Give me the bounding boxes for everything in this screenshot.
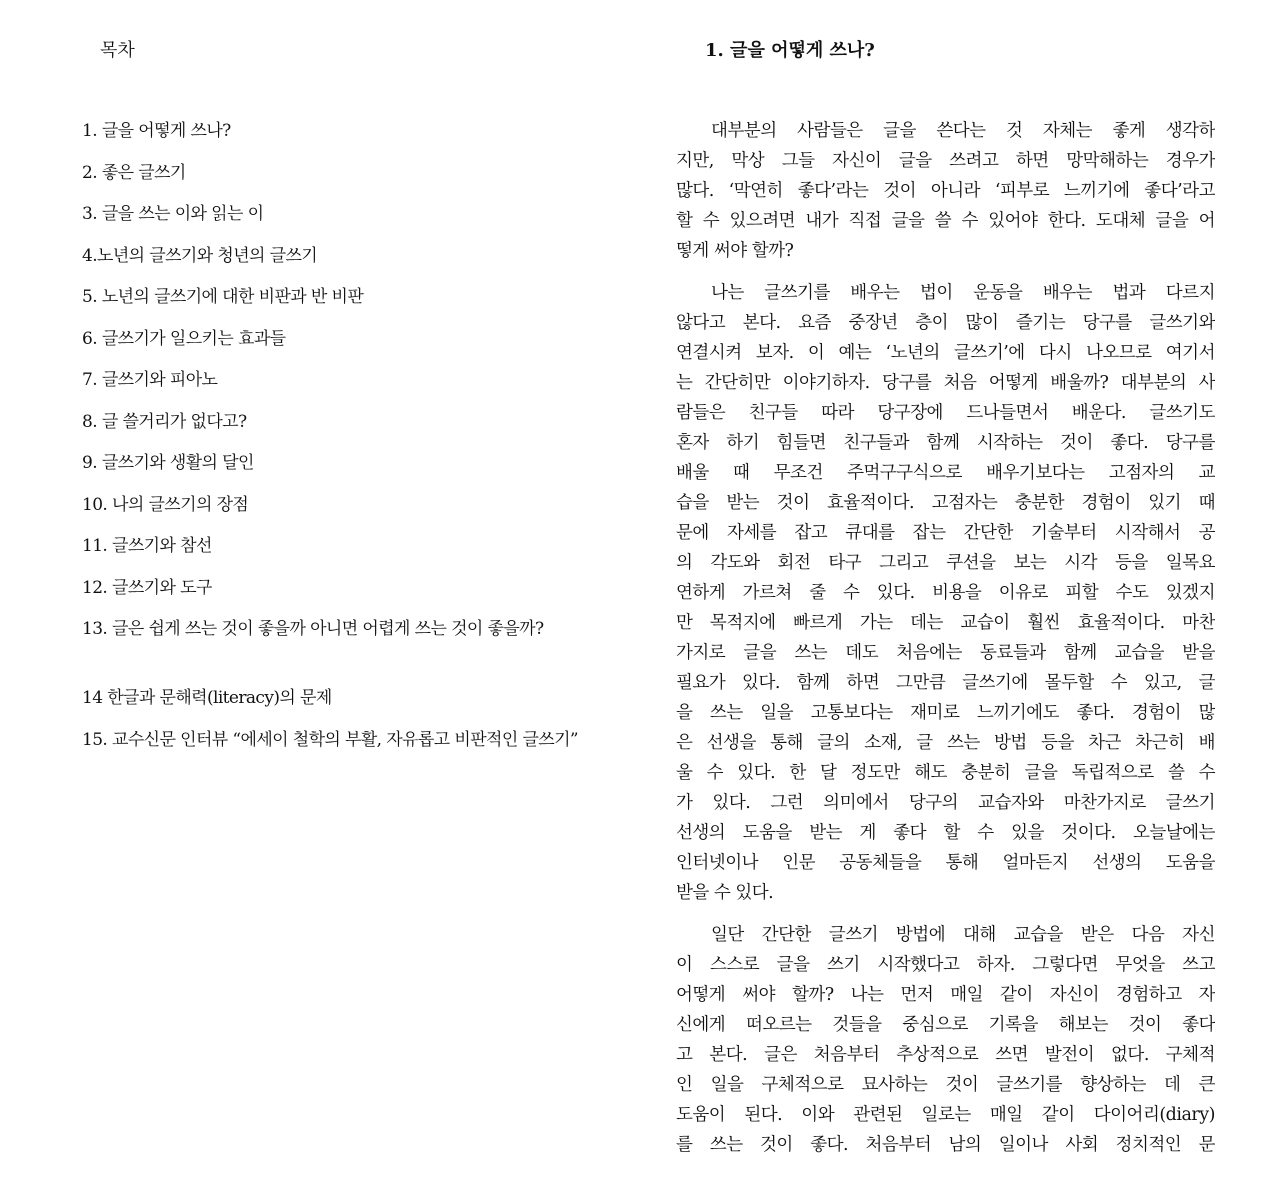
- toc-item: 5. 노년의 글쓰기에 대한 비판과 반 비판: [82, 287, 364, 307]
- toc-item: 10. 나의 글쓰기의 장점: [82, 494, 249, 515]
- text-line: 않다고 본다. 요즘 중장년 층이 많이 즐기는 당구를 글쓰기와: [676, 313, 1215, 333]
- text-line: 나는 글쓰기를 배우는 법이 운동을 배우는 법과 다르지: [711, 283, 1215, 303]
- text-line: 의 각도와 회전 타구 그리고 쿠션을 보는 시각 등을 일목요: [676, 553, 1215, 573]
- text-line: 할 수 있으려면 내가 직접 글을 쓸 수 있어야 한다. 도대체 글을 어: [676, 211, 1215, 231]
- text-line: 필요가 있다. 함께 하면 그만큼 글쓰기에 몰두할 수 있고, 글: [676, 673, 1215, 693]
- text-line: 선생의 도움을 받는 게 좋다 할 수 있을 것이다. 오늘날에는: [676, 823, 1215, 843]
- text-line: 고 본다. 글은 처음부터 추상적으로 쓰면 발전이 없다. 구체적: [676, 1045, 1215, 1065]
- text-line: 혼자 하기 힘들면 친구들과 함께 시작하는 것이 좋다. 당구를: [676, 433, 1215, 453]
- text-line: 은 선생을 통해 글의 소재, 글 쓰는 방법 등을 차근 차근히 배: [676, 733, 1215, 753]
- text-line: 가지로 글을 쓰는 데도 처음에는 동료들과 함께 교습을 받을: [676, 643, 1215, 663]
- toc-item: 11. 글쓰기와 참선: [82, 536, 212, 556]
- text-line: 연하게 가르쳐 줄 수 있다. 비용을 이유로 피할 수도 있겠지: [676, 583, 1215, 603]
- text-line: 대부분의 사람들은 글을 쓴다는 것 자체는 좋게 생각하: [711, 121, 1215, 141]
- text-line: 인터넷이나 인문 공동체들을 통해 얼마든지 선생의 도움을: [676, 853, 1215, 873]
- text-line: 인 일을 구체적으로 묘사하는 것이 글쓰기를 향상하는 데 큰: [676, 1075, 1215, 1095]
- toc-item: 6. 글쓰기가 일으키는 효과들: [82, 328, 286, 349]
- toc-title: 목차: [100, 40, 135, 61]
- toc-item: 8. 글 쓸거리가 없다고?: [82, 411, 247, 432]
- toc-item: 14 한글과 문해력(literacy)의 문제: [82, 688, 332, 708]
- chapter-body: [676, 116, 1215, 1172]
- text-line: 어떻게 써야 할까? 나는 먼저 매일 같이 자신이 경험하고 자: [676, 985, 1215, 1005]
- text-line: 울 수 있다. 한 달 정도만 해도 충분히 글을 독립적으로 쓸 수: [676, 763, 1215, 783]
- paragraph: [676, 920, 1215, 1160]
- toc-item: 9. 글쓰기와 생활의 달인: [82, 453, 254, 473]
- toc-item: 15. 교수신문 인터뷰 “에세이 철학의 부활, 자유롭고 비판적인 글쓰기”: [82, 729, 579, 750]
- text-line: 가 있다. 그런 의미에서 당구의 교습자와 마찬가지로 글쓰기: [676, 793, 1215, 813]
- toc-item: 3. 글을 쓰는 이와 읽는 이: [82, 204, 264, 224]
- text-line: 람들은 친구들 따라 당구장에 드나들면서 배운다. 글쓰기도: [676, 403, 1215, 423]
- text-line: 를 쓰는 것이 좋다. 처음부터 남의 일이나 사회 정치적인 문: [676, 1135, 1215, 1155]
- text-line: 이 스스로 글을 쓰기 시작했다고 하자. 그렇다면 무엇을 쓰고: [676, 955, 1215, 975]
- paragraph: [676, 116, 1215, 266]
- toc-item: 7. 글쓰기와 피아노: [82, 370, 218, 390]
- toc-item: 2. 좋은 글쓰기: [82, 162, 186, 183]
- text-line: 배울 때 무조건 주먹구구식으로 배우기보다는 고점자의 교: [676, 463, 1215, 483]
- toc-item: 1. 글을 어떻게 쓰나?: [82, 121, 231, 141]
- text-line: 일단 간단한 글쓰기 방법에 대해 교습을 받은 다음 자신: [711, 925, 1215, 945]
- paragraph: [676, 278, 1215, 908]
- text-line: 받을 수 있다.: [676, 883, 774, 903]
- text-line: 신에게 떠오르는 것들을 중심으로 기록을 해보는 것이 좋다: [676, 1015, 1215, 1035]
- text-line: 만 목적지에 빠르게 가는 데는 교습이 훨씬 효율적이다. 마찬: [676, 613, 1215, 633]
- toc-item: 12. 글쓰기와 도구: [82, 577, 212, 598]
- text-line: 을 쓰는 일을 고통보다는 재미로 느끼기에도 좋다. 경험이 많: [676, 703, 1215, 723]
- toc-item: 13. 글은 쉽게 쓰는 것이 좋을까 아니면 어렵게 쓰는 것이 좋을까?: [82, 619, 544, 639]
- text-line: 지만, 막상 그들 자신이 글을 쓰려고 하면 망막해하는 경우가: [676, 151, 1215, 171]
- table-of-contents: [55, 118, 600, 796]
- text-line: 문에 자세를 잡고 큐대를 잡는 간단한 기술부터 시작해서 공: [676, 523, 1215, 543]
- text-line: 많다. ‘막연히 좋다’라는 것이 아니라 ‘피부로 느끼기에 좋다’라고: [676, 181, 1215, 201]
- text-line: 도움이 된다. 이와 관련된 일로는 매일 같이 다이어리(diary): [676, 1105, 1215, 1125]
- text-line: 떻게 써야 할까?: [676, 241, 794, 261]
- chapter-title: 1. 글을 어떻게 쓰나?: [705, 40, 875, 61]
- toc-item: 4.노년의 글쓰기와 청년의 글쓰기: [82, 245, 318, 266]
- text-line: 습을 받는 것이 효율적이다. 고점자는 충분한 경험이 있기 때: [676, 493, 1215, 513]
- text-line: 연결시켜 보자. 이 예는 ‘노년의 글쓰기’에 다시 나오므로 여기서: [676, 343, 1215, 363]
- text-line: 는 간단히만 이야기하자. 당구를 처음 어떻게 배울까? 대부분의 사: [676, 373, 1215, 393]
